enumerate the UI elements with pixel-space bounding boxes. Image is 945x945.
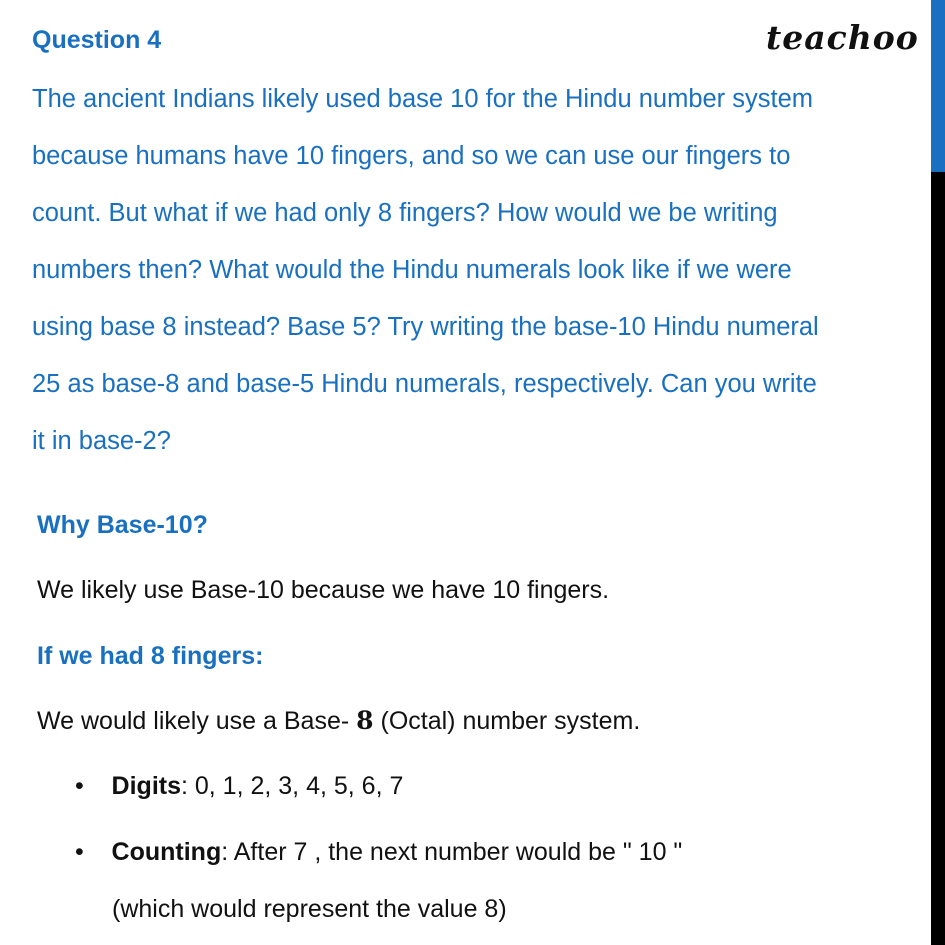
eight-text-pre: We would likely use a Base- bbox=[37, 707, 357, 735]
teachoo-logo: teachoo bbox=[766, 18, 919, 57]
question-line: 25 as base-8 and base-5 Hindu numerals, respectively. Can you write bbox=[32, 370, 817, 398]
scrollbar-track bbox=[931, 172, 945, 945]
question-line: count. But what if we had only 8 fingers? How would we be writing bbox=[32, 199, 778, 227]
question-line: numbers then? What would the Hindu numerals look like if we were bbox=[32, 256, 792, 284]
eight-text-post: (Octal) number system. bbox=[373, 707, 641, 735]
bullet-counting: • Counting: After 7 , the next number would be " 10 " bbox=[75, 838, 683, 866]
question-line: The ancient Indians likely used base 10 for the Hindu number system bbox=[32, 85, 814, 113]
question-line: using base 8 instead? Base 5? Try writing the base-10 Hindu numeral bbox=[32, 313, 819, 341]
bullet-text: : After 7 , the next number would be " 10 " bbox=[221, 838, 683, 866]
bullet-digits: • Digits: 0, 1, 2, 3, 4, 5, 6, 7 bbox=[75, 772, 404, 800]
base-number: 8 bbox=[356, 706, 374, 735]
question-line: it in base-2? bbox=[32, 427, 171, 455]
question-title: Question 4 bbox=[32, 26, 162, 54]
why-text: We likely use Base-10 because we have 10 fingers. bbox=[37, 576, 610, 604]
scrollbar-accent bbox=[931, 0, 945, 172]
bullet-label: Counting bbox=[111, 838, 222, 866]
bullet-label: Digits bbox=[111, 772, 181, 800]
bullet-continuation: (which would represent the value 8) bbox=[112, 895, 507, 923]
question-line: because humans have 10 fingers, and so we can use our fingers to bbox=[32, 142, 791, 170]
eight-heading: If we had 8 fingers: bbox=[37, 642, 264, 670]
bullet-text: : 0, 1, 2, 3, 4, 5, 6, 7 bbox=[181, 772, 404, 800]
why-heading: Why Base-10? bbox=[37, 511, 208, 539]
eight-text bbox=[37, 706, 640, 736]
